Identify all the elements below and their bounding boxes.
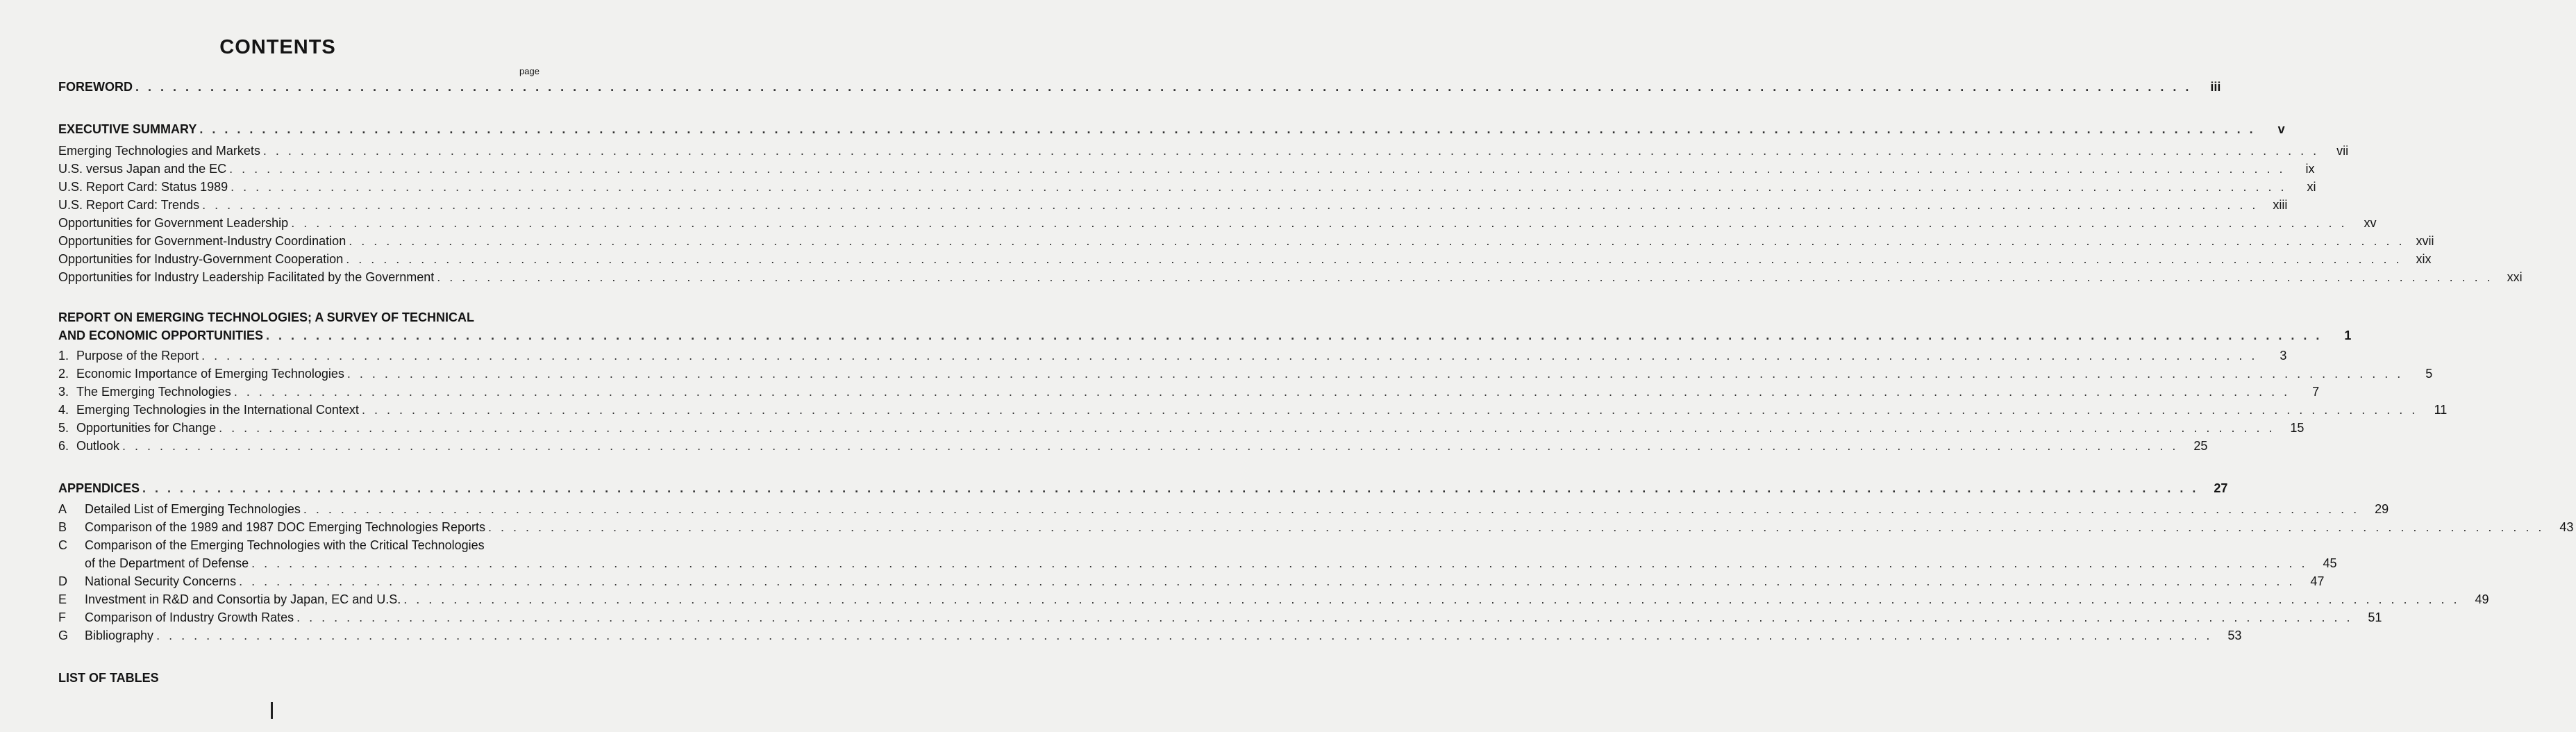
- chapter-number: 4.: [58, 403, 69, 417]
- toc-appendix[interactable]: [0, 610, 2382, 626]
- contents-title: CONTENTS: [219, 36, 336, 58]
- leader-dots: [291, 215, 2347, 231]
- entry-page: 15: [2290, 421, 2305, 435]
- entry-text: U.S. versus Japan and the EC: [58, 162, 227, 176]
- entry-text: Purpose of the Report: [76, 349, 199, 363]
- toc-entry[interactable]: [0, 233, 2434, 250]
- entry-text: Opportunities for Government-Industry Coordination: [58, 234, 346, 248]
- leader-dots: [266, 328, 2322, 343]
- entry-text: EXECUTIVE SUMMARY: [58, 122, 197, 136]
- entry-text: Comparison of the 1989 and 1987 DOC Emerging Technologies Reports: [85, 520, 486, 534]
- leader-dots: [347, 366, 2403, 381]
- leader-dots: [303, 501, 2359, 517]
- toc-entry[interactable]: [0, 197, 2288, 214]
- leader-dots: [231, 179, 2286, 194]
- leader-dots: [142, 481, 2198, 496]
- leader-dots: [403, 592, 2459, 607]
- scan-mark: [271, 702, 273, 719]
- entry-page: 29: [2375, 502, 2389, 516]
- entry-page: xxi: [2507, 270, 2523, 284]
- leader-dots: [219, 420, 2275, 435]
- leader-dots: [239, 574, 2295, 589]
- chapter-number: 5.: [58, 421, 69, 435]
- toc-appendix-line2[interactable]: [0, 556, 2337, 572]
- appendix-letter: C: [58, 538, 67, 552]
- entry-text: Opportunities for Change: [76, 421, 217, 435]
- leader-dots: [263, 143, 2319, 158]
- chapter-number: 6.: [58, 439, 69, 453]
- entry-page: xix: [2416, 252, 2432, 266]
- leader-dots: [437, 269, 2493, 285]
- entry-page: 25: [2193, 439, 2208, 453]
- leader-dots: [346, 251, 2402, 267]
- entry-text: FOREWORD: [58, 80, 133, 94]
- toc-entry[interactable]: [0, 269, 2523, 286]
- entry-page: xv: [2364, 216, 2377, 230]
- entry-text: Comparison of Industry Growth Rates: [85, 610, 294, 624]
- toc-chapter[interactable]: [0, 420, 2305, 437]
- entry-text: Detailed List of Emerging Technologies: [85, 502, 301, 516]
- toc-entry[interactable]: [0, 179, 2316, 196]
- entry-text: Opportunities for Industry Leadership Facilitated by the Government: [58, 270, 435, 284]
- entry-page: xiii: [2273, 198, 2288, 212]
- toc-entry[interactable]: [0, 143, 2349, 160]
- entry-text: Comparison of the Emerging Technologies with the Critical Technologies: [85, 538, 485, 552]
- leader-dots: [229, 161, 2285, 176]
- toc-chapter[interactable]: [0, 438, 2208, 455]
- toc-chapter[interactable]: [0, 348, 2287, 365]
- leader-dots: [349, 233, 2404, 249]
- leader-dots: [122, 438, 2178, 454]
- entry-page: 51: [2368, 610, 2382, 624]
- leader-dots: [156, 628, 2212, 643]
- leader-dots: [234, 384, 2290, 399]
- entry-text: U.S. Report Card: Status 1989: [58, 180, 228, 194]
- entry-page: 45: [2323, 556, 2337, 570]
- entry-text: Investment in R&D and Consortia by Japan, EC and U.S.: [85, 592, 401, 606]
- entry-page: iii: [2210, 80, 2221, 94]
- leader-dots: [202, 197, 2258, 213]
- appendix-letter: E: [58, 592, 67, 606]
- entry-text: Outlook: [76, 439, 120, 453]
- toc-entry[interactable]: [0, 215, 2377, 232]
- entry-page: 43: [2559, 520, 2574, 534]
- appendix-letter: G: [58, 629, 69, 642]
- entry-text: Bibliography: [85, 629, 154, 642]
- toc-appendix[interactable]: [0, 592, 2489, 608]
- entry-text: Opportunities for Government Leadership: [58, 216, 289, 230]
- entry-page: 7: [2312, 385, 2320, 399]
- entry-text: U.S. Report Card: Trends: [58, 198, 200, 212]
- toc-chapter[interactable]: [0, 402, 2448, 419]
- entry-page: 47: [2310, 574, 2325, 588]
- entry-text: APPENDICES: [58, 481, 140, 495]
- entry-page: xvii: [2416, 234, 2434, 248]
- entry-text: The Emerging Technologies: [76, 385, 231, 399]
- entry-page: xi: [2307, 180, 2316, 194]
- chapter-number: 3.: [58, 385, 69, 399]
- entry-text: Emerging Technologies in the International Context: [76, 403, 359, 417]
- leader-dots: [199, 122, 2255, 137]
- leader-dots: [296, 610, 2352, 625]
- leader-dots: [135, 79, 2191, 94]
- entry-text: AND ECONOMIC OPPORTUNITIES: [58, 328, 264, 342]
- report-heading-line1: REPORT ON EMERGING TECHNOLOGIES; A SURVEY OF TECHNICAL: [58, 310, 475, 324]
- toc-entry-executive-summary[interactable]: [0, 122, 2285, 138]
- toc-appendix[interactable]: [0, 574, 2325, 590]
- entry-page: 11: [2434, 403, 2448, 417]
- toc-entry[interactable]: [0, 251, 2432, 268]
- toc-chapter[interactable]: [0, 366, 2433, 383]
- toc-appendix[interactable]: [0, 628, 2242, 644]
- toc-appendix[interactable]: [0, 501, 2389, 518]
- page-column-label: page: [519, 66, 540, 76]
- entry-page: v: [2277, 122, 2285, 136]
- toc-chapter[interactable]: [0, 384, 2320, 401]
- toc-entry-foreword[interactable]: [0, 79, 2221, 96]
- leader-dots: [201, 348, 2257, 363]
- list-of-tables-heading: LIST OF TABLES: [58, 671, 159, 685]
- entry-page: 49: [2475, 592, 2489, 606]
- toc-appendix-line1[interactable]: [0, 538, 555, 554]
- entry-page: 1: [2344, 328, 2352, 342]
- leader-dots: [251, 556, 2307, 571]
- entry-page: ix: [2305, 162, 2315, 176]
- chapter-number: 2.: [58, 367, 69, 381]
- entry-text: Emerging Technologies and Markets: [58, 144, 260, 158]
- appendix-letter: F: [58, 610, 66, 624]
- leader-dots: [362, 402, 2418, 417]
- entry-page: 5: [2425, 367, 2433, 381]
- entry-page: 27: [2214, 481, 2228, 495]
- appendix-letter: B: [58, 520, 67, 534]
- appendix-letter: D: [58, 574, 67, 588]
- entry-text: Opportunities for Industry-Government Cooperation: [58, 252, 344, 266]
- toc-entry[interactable]: [0, 161, 2315, 178]
- entry-text: Economic Importance of Emerging Technologies: [76, 367, 344, 381]
- entry-text: National Security Concerns: [85, 574, 237, 588]
- appendix-letter: A: [58, 502, 67, 516]
- entry-page: 53: [2227, 629, 2242, 642]
- entry-text-continued: of the Department of Defense: [85, 556, 249, 570]
- toc-appendix[interactable]: [0, 519, 2574, 536]
- toc-entry-report[interactable]: [0, 328, 2352, 344]
- leader-dots: [488, 519, 2544, 535]
- entry-page: 3: [2280, 349, 2287, 363]
- toc-entry-appendices[interactable]: [0, 481, 2228, 497]
- chapter-number: 1.: [58, 349, 69, 363]
- entry-page: vii: [2336, 144, 2349, 158]
